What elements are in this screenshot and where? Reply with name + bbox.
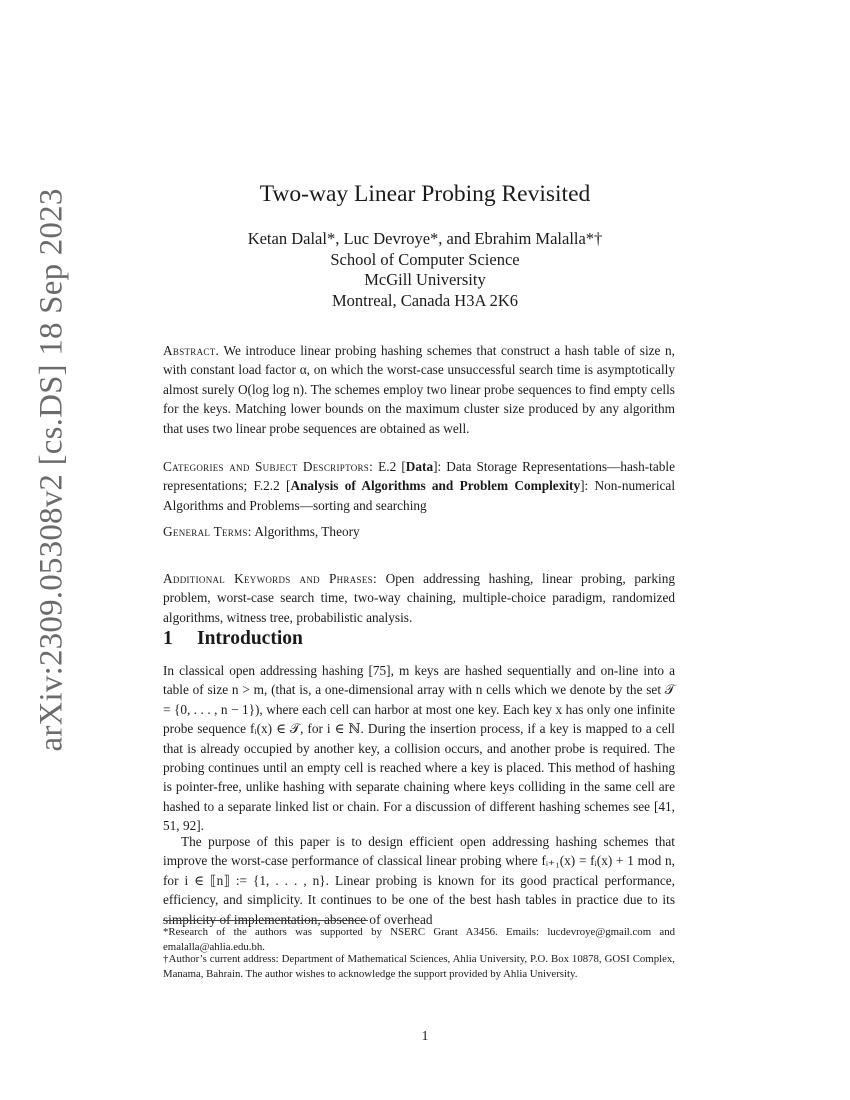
author-block <box>0 229 850 311</box>
intro-paragraph-2: The purpose of this paper is to design efficient open addressing hashing schemes that improve the worst-case performance of classical linear probing where fᵢ₊₁(x) = fᵢ(x) + 1 mod n, for i ∈ ⟦n⟧ := {1, . . . , n}. Linear probing is known for its good practical performance, efficiency, and simplicity. It continues to be one of the best hash tables in practice due to its simplicity of implementation, absence of overhead <box>163 834 675 927</box>
paper-title: Two-way Linear Probing Revisited <box>259 181 591 207</box>
arxiv-identifier-stamp: arXiv:2309.05308v2 [cs.DS] 18 Sep 2023 <box>33 188 70 752</box>
footnote-funding: *Research of the authors was supported by NSERC Grant A3456. Emails: lucdevroye@gmail.com and emalalla@ahlia.edu.bh. <box>163 926 675 953</box>
abstract <box>163 341 675 438</box>
general-terms-label: General Terms: <box>163 524 252 539</box>
categories-text-1: E.2 [ <box>378 459 406 474</box>
affiliation-school: School of Computer Science <box>330 249 520 269</box>
categories-bold-data: Data <box>405 459 434 474</box>
categories-descriptors <box>163 457 675 515</box>
author-names: Ketan Dalal*, Luc Devroye*, and Ebrahim Malalla*† <box>247 229 603 248</box>
categories-text-3: ]: Non-numerical Algorithms and Problems—sorting and searching <box>163 478 676 513</box>
footnote-divider <box>163 920 368 921</box>
keywords <box>163 569 675 627</box>
section-number: 1 <box>163 628 173 649</box>
section-heading <box>163 628 303 650</box>
intro-paragraph-1: In classical open addressing hashing [75], m keys are hashed sequentially and on-line into a table of size n > m, (that is, a one-dimensional array with n cells which we denote by the set 𝒯 = {0, . . . , n − 1}), where each cell can harbor at most one key. Each key x has only one infinite probe sequence fᵢ(x) ∈ 𝒯, for i ∈ ℕ. During the insertion process, if a key is mapped to a cell that is already occupied by another key, a collision occurs, and another probe is required. The probing continues until an empty cell is reached where a key is placed. This method of hashing is pointer-free, unlike hashing with separate chaining where keys colliding in the same cell are hashed to a separate linked list or chain. For a discussion of different hashing schemes see [41, 51, 92]. <box>163 663 675 834</box>
categories-bold-analysis: Analysis of Algorithms and Problem Complexity <box>290 478 581 494</box>
affiliation-address: Montreal, Canada H3A 2K6 <box>331 290 519 310</box>
abstract-text: We introduce linear probing hashing schemes that construct a hash table of size n, with constant load factor α, on which the worst-case unsuccessful search time is asymptotically almost surely O(log log n). The schemes employ two linear probe sequences to find empty cells for the keys. Matching lower bounds on the maximum cluster size produced by any algorithm that uses two linear probe sequences are obtained as well. <box>163 343 675 436</box>
keywords-label: Additional Keywords and Phrases: <box>163 571 377 586</box>
footnote-address: †Author’s current address: Department of Mathematical Sciences, Ahlia University, P.O. Box 10878, GOSI Complex, Manama, Bahrain. The author wishes to acknowledge the support provided by Ahlia University. <box>163 953 675 980</box>
affiliation-university: McGill University <box>364 270 486 289</box>
categories-label: Categories and Subject Descriptors: <box>163 459 374 474</box>
keywords-text: Open addressing hashing, linear probing, parking problem, worst-case search time, two-way chaining, multiple-choice paradigm, randomized algorithms, witness tree, probabilistic analysis. <box>163 571 675 625</box>
section-title: Introduction <box>197 628 303 649</box>
abstract-label: Abstract. <box>163 343 220 358</box>
categories-text-2: ]: Data Storage Representations—hash-table representations; F.2.2 [ <box>163 459 675 494</box>
general-terms-text: Algorithms, Theory <box>254 524 360 539</box>
general-terms <box>163 522 675 541</box>
page-number: 1 <box>421 1028 429 1043</box>
